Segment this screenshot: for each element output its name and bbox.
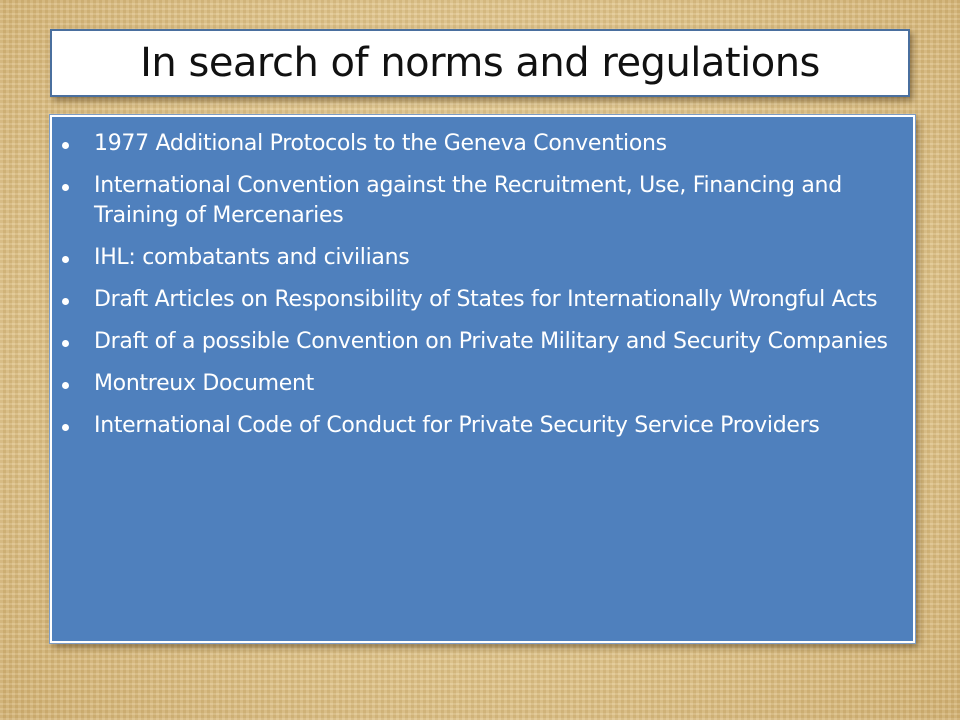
- bullet-list: [62, 129, 889, 441]
- bullet-item: [62, 411, 889, 441]
- bullet-item: [62, 171, 889, 231]
- bullet-item: [62, 129, 889, 159]
- bullet-text: Montreux Document: [94, 371, 314, 396]
- bullet-icon: [62, 298, 69, 305]
- bullet-text: 1977 Additional Protocols to the Geneva Conventions: [94, 131, 667, 156]
- bullet-icon: [62, 184, 69, 191]
- bullet-text: International Code of Conduct for Private Security Service Providers: [94, 413, 820, 438]
- content-box: [50, 115, 915, 643]
- bullet-icon: [62, 382, 69, 389]
- bullet-icon: [62, 424, 69, 431]
- bullet-text: IHL: combatants and civilians: [94, 245, 410, 270]
- slide-title: In search of norms and regulations: [140, 40, 820, 86]
- title-box: [50, 29, 910, 97]
- bullet-item: [62, 369, 889, 399]
- bullet-text: Draft Articles on Responsibility of States for Internationally Wrongful Acts: [94, 287, 878, 312]
- bullet-item: [62, 327, 889, 357]
- bullet-text: International Convention against the Recruitment, Use, Financing and Training of Mercenaries: [94, 173, 842, 228]
- bullet-item: [62, 285, 889, 315]
- bullet-icon: [62, 142, 69, 149]
- bullet-icon: [62, 256, 69, 263]
- bullet-text: Draft of a possible Convention on Private Military and Security Companies: [94, 329, 888, 354]
- bullet-icon: [62, 340, 69, 347]
- bullet-item: [62, 243, 889, 273]
